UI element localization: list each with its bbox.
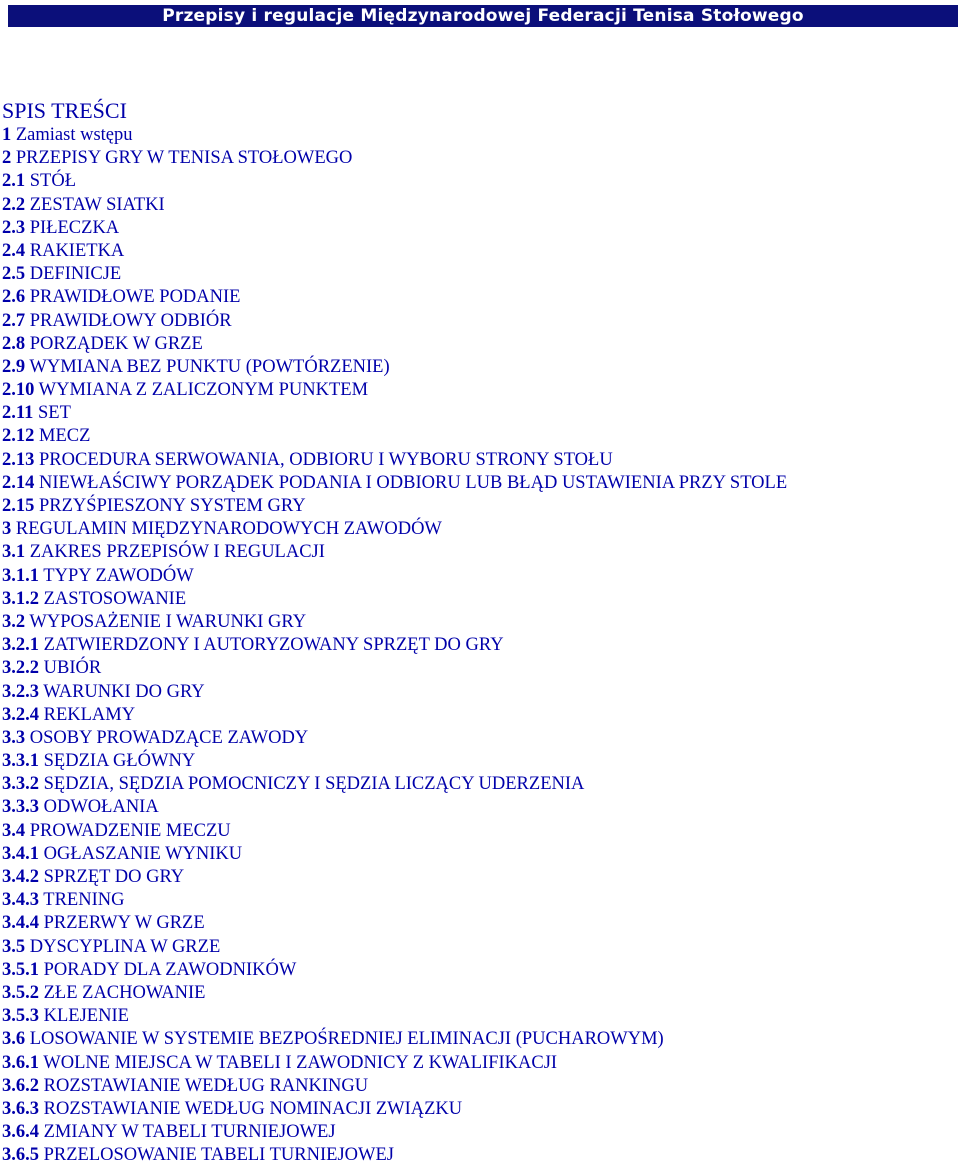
document-header-bar (8, 5, 958, 27)
toc-entry-number: 3.6.4 (2, 1122, 39, 1143)
toc-entry-number: 3.2.4 (2, 704, 39, 725)
toc-entry-number: 2.6 (2, 287, 26, 308)
toc-entry-number: 3.3.2 (2, 774, 39, 795)
toc-entry-number: 2.4 (2, 240, 26, 261)
toc-entry-number: 3.1.1 (2, 565, 39, 586)
toc-entry-title: TYPY ZAWODÓW (43, 565, 194, 586)
toc-entry[interactable] (2, 449, 957, 472)
toc-entry[interactable] (2, 495, 957, 518)
toc-entry[interactable] (2, 1028, 957, 1051)
toc-entry[interactable] (2, 310, 957, 333)
toc-entry-title: SĘDZIA GŁÓWNY (43, 751, 196, 772)
toc-entry-number: 3.3.3 (2, 797, 39, 818)
toc-entry-title: ROZSTAWIANIE WEDŁUG RANKINGU (43, 1075, 369, 1096)
toc-entry-title: PORZĄDEK W GRZE (29, 333, 203, 354)
toc-entry[interactable] (2, 263, 957, 286)
toc-entry-number: 2.1 (2, 171, 26, 192)
toc-entry-number: 3.6.2 (2, 1075, 39, 1096)
toc-entry-title: ZESTAW SIATKI (29, 194, 165, 215)
toc-entry[interactable] (2, 889, 957, 912)
toc-entry-number: 3.4 (2, 820, 26, 841)
toc-entry-title: WYMIANA BEZ PUNKTU (POWTÓRZENIE) (29, 356, 390, 377)
toc-entry-number: 3.5.1 (2, 959, 39, 980)
toc-entry-title: WYPOSAŻENIE I WARUNKI GRY (29, 611, 307, 632)
toc-entry-title: PRAWIDŁOWE PODANIE (29, 287, 241, 308)
toc-entry[interactable] (2, 1098, 957, 1121)
toc-entry[interactable] (2, 1052, 957, 1075)
toc-entry[interactable] (2, 796, 957, 819)
toc-entry-number: 2.10 (2, 380, 35, 401)
toc-entry-number: 2 (2, 148, 12, 169)
toc-entry-number: 3.3.1 (2, 751, 39, 772)
toc-entry-title: SET (37, 403, 71, 424)
document-title: Przepisy i regulacje Międzynarodowej Federacji Tenisa Stołowego (162, 6, 804, 26)
toc-entry-title: PIŁECZKA (29, 217, 120, 238)
toc-entry[interactable] (2, 402, 957, 425)
toc-entry-title: PRZYŚPIESZONY SYSTEM GRY (39, 496, 306, 516)
toc-entry-title: PROWADZENIE MECZU (29, 820, 231, 841)
toc-entry-number: 2.14 (2, 472, 35, 493)
toc-entry-number: 3.1.2 (2, 588, 39, 609)
toc-entry-number: 2.15 (2, 496, 35, 516)
toc-entry-number: 3.6.1 (2, 1052, 39, 1073)
toc-entry-title: PRZELOSOWANIE TABELI TURNIEJOWEJ (43, 1145, 394, 1166)
toc-entry-number: 2.2 (2, 194, 26, 215)
toc-entry-number: 3.2.3 (2, 681, 39, 702)
toc-entry[interactable] (2, 1005, 957, 1028)
toc-entry-title: RAKIETKA (29, 240, 125, 261)
toc-entry-title: WYMIANA Z ZALICZONYM PUNKTEM (38, 380, 369, 401)
toc-entry[interactable] (2, 866, 957, 889)
toc-entry[interactable] (2, 1075, 957, 1098)
toc-entry[interactable] (2, 124, 957, 147)
toc-entry[interactable] (2, 518, 957, 541)
toc-entry-title: PORADY DLA ZAWODNIKÓW (43, 959, 297, 980)
toc-entry-number: 3.6 (2, 1029, 26, 1050)
toc-entry-title: SĘDZIA, SĘDZIA POMOCNICZY I SĘDZIA LICZĄCY UDERZENIA (43, 774, 585, 795)
toc-entry[interactable] (2, 194, 957, 217)
toc-list (2, 124, 957, 1167)
toc-entry-title: ZŁE ZACHOWANIE (43, 982, 206, 1003)
toc-entry[interactable] (2, 982, 957, 1005)
toc-entry[interactable] (2, 681, 957, 704)
toc-entry-number: 2.5 (2, 264, 26, 285)
toc-entry-title: NIEWŁAŚCIWY PORZĄDEK PODANIA I ODBIORU LUB BŁĄD USTAWIENIA PRZY STOLE (39, 472, 788, 493)
toc-entry[interactable] (2, 959, 957, 982)
toc-entry-number: 3 (2, 519, 12, 540)
toc-entry[interactable] (2, 727, 957, 750)
toc-entry[interactable] (2, 750, 957, 773)
toc-entry-number: 3.5.3 (2, 1006, 39, 1027)
toc-entry-title: REGULAMIN MIĘDZYNARODOWYCH ZAWODÓW (15, 519, 442, 540)
toc-entry-number: 3.5.2 (2, 982, 39, 1003)
toc-entry[interactable] (2, 379, 957, 402)
toc-entry[interactable] (2, 773, 957, 796)
toc-entry[interactable] (2, 333, 957, 356)
toc-entry[interactable] (2, 170, 957, 193)
toc-entry-title: MECZ (39, 426, 91, 447)
toc-entry-number: 3.2 (2, 611, 26, 632)
toc-entry-title: ZATWIERDZONY I AUTORYZOWANY SPRZĘT DO GRY (43, 635, 504, 656)
toc-entry-number: 1 (2, 125, 12, 145)
toc-entry[interactable] (2, 611, 957, 634)
toc-entry-title: ROZSTAWIANIE WEDŁUG NOMINACJI ZWIĄZKU (43, 1098, 463, 1119)
toc-entry[interactable] (2, 588, 957, 611)
toc-entry-title: STÓŁ (29, 171, 76, 192)
toc-entry-number: 2.7 (2, 310, 26, 331)
toc-entry[interactable] (2, 147, 957, 170)
toc-entry-number: 3.4.3 (2, 890, 39, 911)
toc-entry-number: 2.8 (2, 333, 26, 354)
toc-entry-title: OSOBY PROWADZĄCE ZAWODY (29, 727, 309, 748)
toc-entry-number: 3.4.4 (2, 913, 39, 934)
toc-entry[interactable] (2, 1121, 957, 1144)
toc-entry-title: REKLAMY (43, 704, 136, 725)
toc-entry-number: 2.3 (2, 217, 26, 238)
toc-entry-title: ODWOŁANIA (43, 797, 159, 818)
toc-entry-number: 2.9 (2, 356, 26, 377)
toc-entry-title: DYSCYPLINA W GRZE (29, 936, 221, 957)
toc-entry-title: PROCEDURA SERWOWANIA, ODBIORU I WYBORU STRONY STOŁU (39, 449, 613, 470)
toc-entry-title: TRENING (43, 890, 125, 911)
toc-entry-title: PRZERWY W GRZE (43, 913, 205, 934)
toc-entry-number: 2.11 (2, 403, 34, 424)
toc-entry-title: SPRZĘT DO GRY (43, 867, 185, 887)
toc-entry[interactable] (2, 541, 957, 564)
toc-entry-number: 2.13 (2, 449, 35, 470)
toc-entry-title: DEFINICJE (29, 264, 122, 285)
toc-entry[interactable] (2, 820, 957, 843)
toc-entry-title: WOLNE MIEJSCA W TABELI I ZAWODNICY Z KWALIFIKACJI (43, 1052, 558, 1073)
toc-entry-title: ZMIANY W TABELI TURNIEJOWEJ (43, 1122, 336, 1143)
toc-entry-title: LOSOWANIE W SYSTEMIE BEZPOŚREDNIEJ ELIMINACJI (PUCHAROWYM) (29, 1029, 664, 1050)
toc-entry-number: 3.4.2 (2, 867, 39, 887)
toc-entry[interactable] (2, 217, 957, 240)
toc-entry[interactable] (2, 286, 957, 309)
toc-entry[interactable] (2, 936, 957, 959)
toc-entry[interactable] (2, 912, 957, 935)
toc-entry[interactable] (2, 634, 957, 657)
toc-entry-title: ZASTOSOWANIE (43, 588, 187, 609)
toc-entry-title: Zamiast wstępu (15, 125, 133, 145)
toc-entry-title: PRZEPISY GRY W TENISA STOŁOWEGO (15, 148, 353, 169)
toc-entry[interactable] (2, 240, 957, 263)
toc-entry-number: 3.2.2 (2, 658, 39, 679)
toc-entry[interactable] (2, 425, 957, 448)
toc-entry-number: 3.4.1 (2, 843, 39, 864)
toc-entry-number: 3.2.1 (2, 635, 39, 656)
toc-entry-title: KLEJENIE (43, 1006, 129, 1027)
toc-entry[interactable] (2, 843, 957, 866)
toc-entry-title: WARUNKI DO GRY (43, 681, 205, 702)
toc-entry[interactable] (2, 356, 957, 379)
toc-entry-number: 3.5 (2, 936, 26, 957)
toc-entry-number: 2.12 (2, 426, 35, 447)
toc-entry-number: 3.1 (2, 542, 26, 563)
toc-entry-title: PRAWIDŁOWY ODBIÓR (29, 310, 232, 331)
toc-entry[interactable] (2, 704, 957, 727)
toc-entry[interactable] (2, 472, 957, 495)
toc-entry-number: 3.6.3 (2, 1098, 39, 1119)
toc-entry-title: OGŁASZANIE WYNIKU (43, 843, 243, 864)
toc-entry-title: UBIÓR (43, 658, 102, 679)
toc-entry[interactable] (2, 565, 957, 588)
toc-entry[interactable] (2, 657, 957, 680)
toc-entry-number: 3.6.5 (2, 1145, 39, 1166)
toc-entry[interactable] (2, 1144, 957, 1167)
toc-heading: SPIS TREŚCI (2, 98, 127, 123)
toc-entry-title: ZAKRES PRZEPISÓW I REGULACJI (29, 542, 325, 563)
table-of-contents (2, 98, 957, 1167)
toc-entry-number: 3.3 (2, 727, 26, 748)
